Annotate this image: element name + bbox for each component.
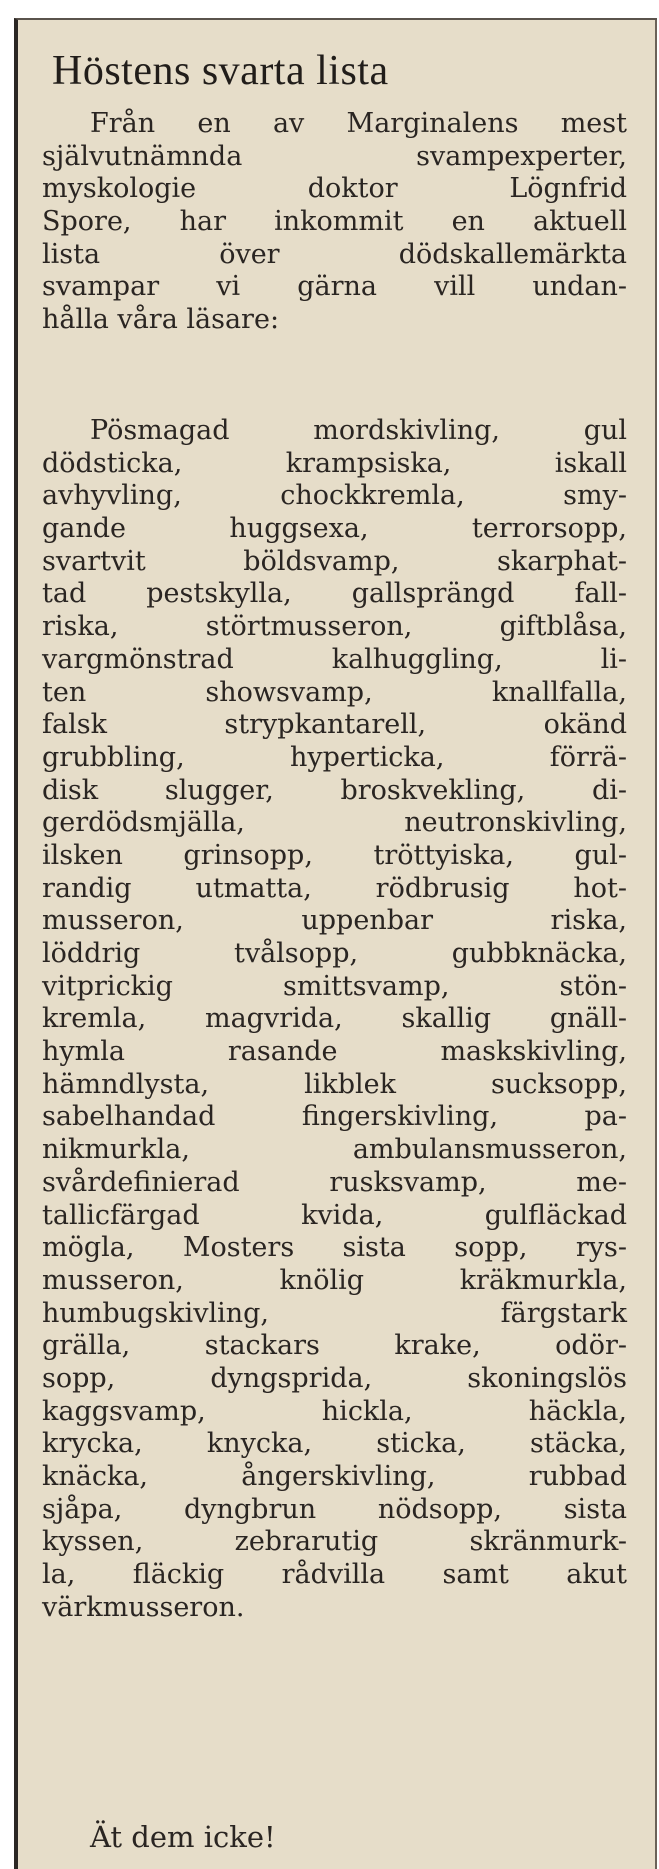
intro-line: självutnämnda svampexperter, <box>42 140 627 172</box>
list-line: ilsken grinsopp, tröttyiska, gul- <box>42 839 627 871</box>
list-line: riska, störtmusseron, giftblåsa, <box>42 611 627 643</box>
list-line: tallicfärgad kvida, gulfläckad <box>42 1199 627 1231</box>
list-line: grälla, stackars krake, odör- <box>42 1330 627 1362</box>
mushroom-list-paragraph <box>42 415 627 1624</box>
list-line: la, fläckig rådvilla samt akut <box>42 1559 627 1591</box>
list-line: humbugskivling, färgstark <box>42 1297 627 1329</box>
article-title: Höstens svarta lista <box>52 48 389 94</box>
list-line: hämndlysta, likblek sucksopp, <box>42 1068 627 1100</box>
list-line: gande huggsexa, terrorsopp, <box>42 513 627 545</box>
closing-line: Ät dem icke! <box>90 1820 276 1854</box>
newspaper-clipping <box>14 18 657 1869</box>
list-line: Pösmagad mordskivling, gul <box>90 415 627 446</box>
list-line: randig utmatta, rödbrusig hot- <box>42 872 627 904</box>
intro-paragraph <box>42 108 627 337</box>
list-line: värkmusseron. <box>42 1591 245 1623</box>
list-line: svårdefinierad rusksvamp, me- <box>42 1166 627 1198</box>
list-line: sabelhandad fingerskivling, pa- <box>42 1101 627 1133</box>
list-line: musseron, uppenbar riska, <box>42 905 627 937</box>
intro-line: myskologie doktor Lögnfrid <box>42 173 627 205</box>
column-rule <box>655 20 657 1869</box>
intro-line: Spore, har inkommit en aktuell <box>42 206 627 238</box>
list-line: knäcka, ångerskivling, rubbad <box>42 1461 627 1492</box>
list-line: dödsticka, krampsiska, iskall <box>42 447 627 479</box>
list-line: nikmurkla, ambulansmusseron, <box>42 1134 627 1166</box>
list-line: mögla, Mosters sista sopp, rys- <box>42 1232 627 1264</box>
list-line: avhyvling, chockkremla, smy- <box>42 480 627 512</box>
list-line: krycka, knycka, sticka, stäcka, <box>42 1428 627 1460</box>
list-line: kremla, magvrida, skallig gnäll- <box>42 1003 627 1035</box>
list-line: löddrig tvålsopp, gubbknäcka, <box>42 938 627 969</box>
list-line: kaggsvamp, hickla, häckla, <box>42 1395 627 1427</box>
intro-line: lista över dödskallemärkta <box>42 238 627 270</box>
list-line: vitprickig smittsvamp, stön- <box>42 970 627 1002</box>
list-line: tad pestskylla, gallsprängd fall- <box>42 578 627 610</box>
list-line: ten showsvamp, knallfalla, <box>42 676 627 708</box>
list-line: vargmönstrad kalhuggling, li- <box>42 643 627 675</box>
list-line: falsk strypkantarell, okänd <box>42 709 627 741</box>
list-line: svartvit böldsvamp, skarphat- <box>42 545 627 577</box>
intro-line: svampar vi gärna vill undan- <box>42 271 627 303</box>
intro-line: hålla våra läsare: <box>42 304 280 336</box>
list-line: musseron, knölig kräkmurkla, <box>42 1264 627 1296</box>
list-line: kyssen, zebrarutig skränmurk- <box>42 1526 627 1558</box>
list-line: grubbling, hyperticka, förrä- <box>42 741 627 773</box>
list-line: hymla rasande maskskivling, <box>42 1036 627 1068</box>
list-line: sopp, dyngsprida, skoningslös <box>42 1362 627 1394</box>
list-line: sjåpa, dyngbrun nödsopp, sista <box>42 1493 627 1525</box>
list-line: disk slugger, broskvekling, di- <box>42 774 627 806</box>
intro-line: Från en av Marginalens mest <box>90 108 627 139</box>
list-line: gerdödsmjälla, neutronskivling, <box>42 807 627 839</box>
